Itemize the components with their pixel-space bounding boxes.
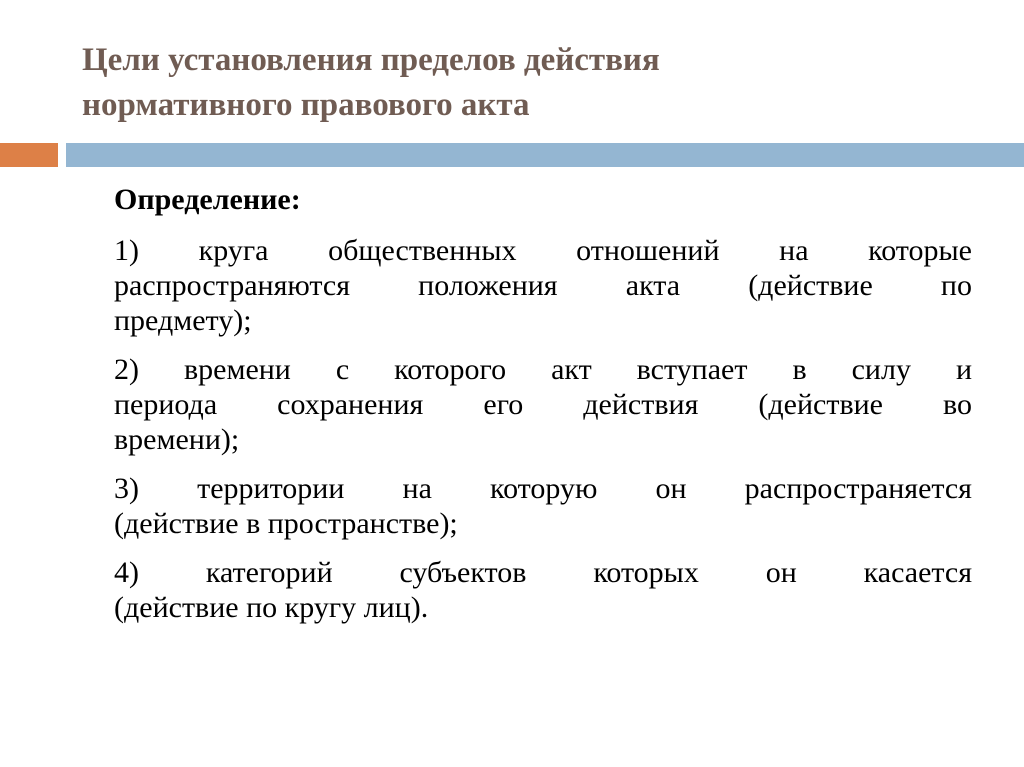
list-item-1-line-1: 1) круга общественных отношений на которые [114, 234, 972, 267]
list-item-2 [114, 352, 972, 457]
list-item-2-line-3: времени); [114, 423, 240, 456]
list-item-2-line-2: периода сохранения его действия (действие во [114, 388, 972, 421]
definition-heading: Определение: [114, 183, 301, 216]
list-item-1-line-3: предмету); [114, 304, 252, 337]
list-item-3-line-1: 3) территории на которую он распространяется [114, 472, 972, 505]
list-item-3-line-2: (действие в пространстве); [114, 507, 458, 540]
accent-bar [0, 143, 58, 167]
slide-body [114, 182, 972, 639]
slide-title [82, 38, 982, 128]
list-item-1 [114, 233, 972, 338]
list-item-1-line-2: распространяются положения акта (действие по [114, 269, 972, 302]
list-item-3 [114, 471, 972, 541]
slide-title-line-1: Цели установления пределов действия [82, 42, 660, 78]
title-divider-bar [66, 143, 1024, 167]
list-item-2-line-1: 2) времени с которого акт вступает в силу и [114, 353, 972, 386]
slide-title-line-2: нормативного правового акта [82, 87, 530, 123]
list-item-4 [114, 555, 972, 625]
list-item-4-line-1: 4) категорий субъектов которых он касается [114, 556, 972, 589]
list-item-4-line-2: (действие по кругу лиц). [114, 591, 429, 624]
